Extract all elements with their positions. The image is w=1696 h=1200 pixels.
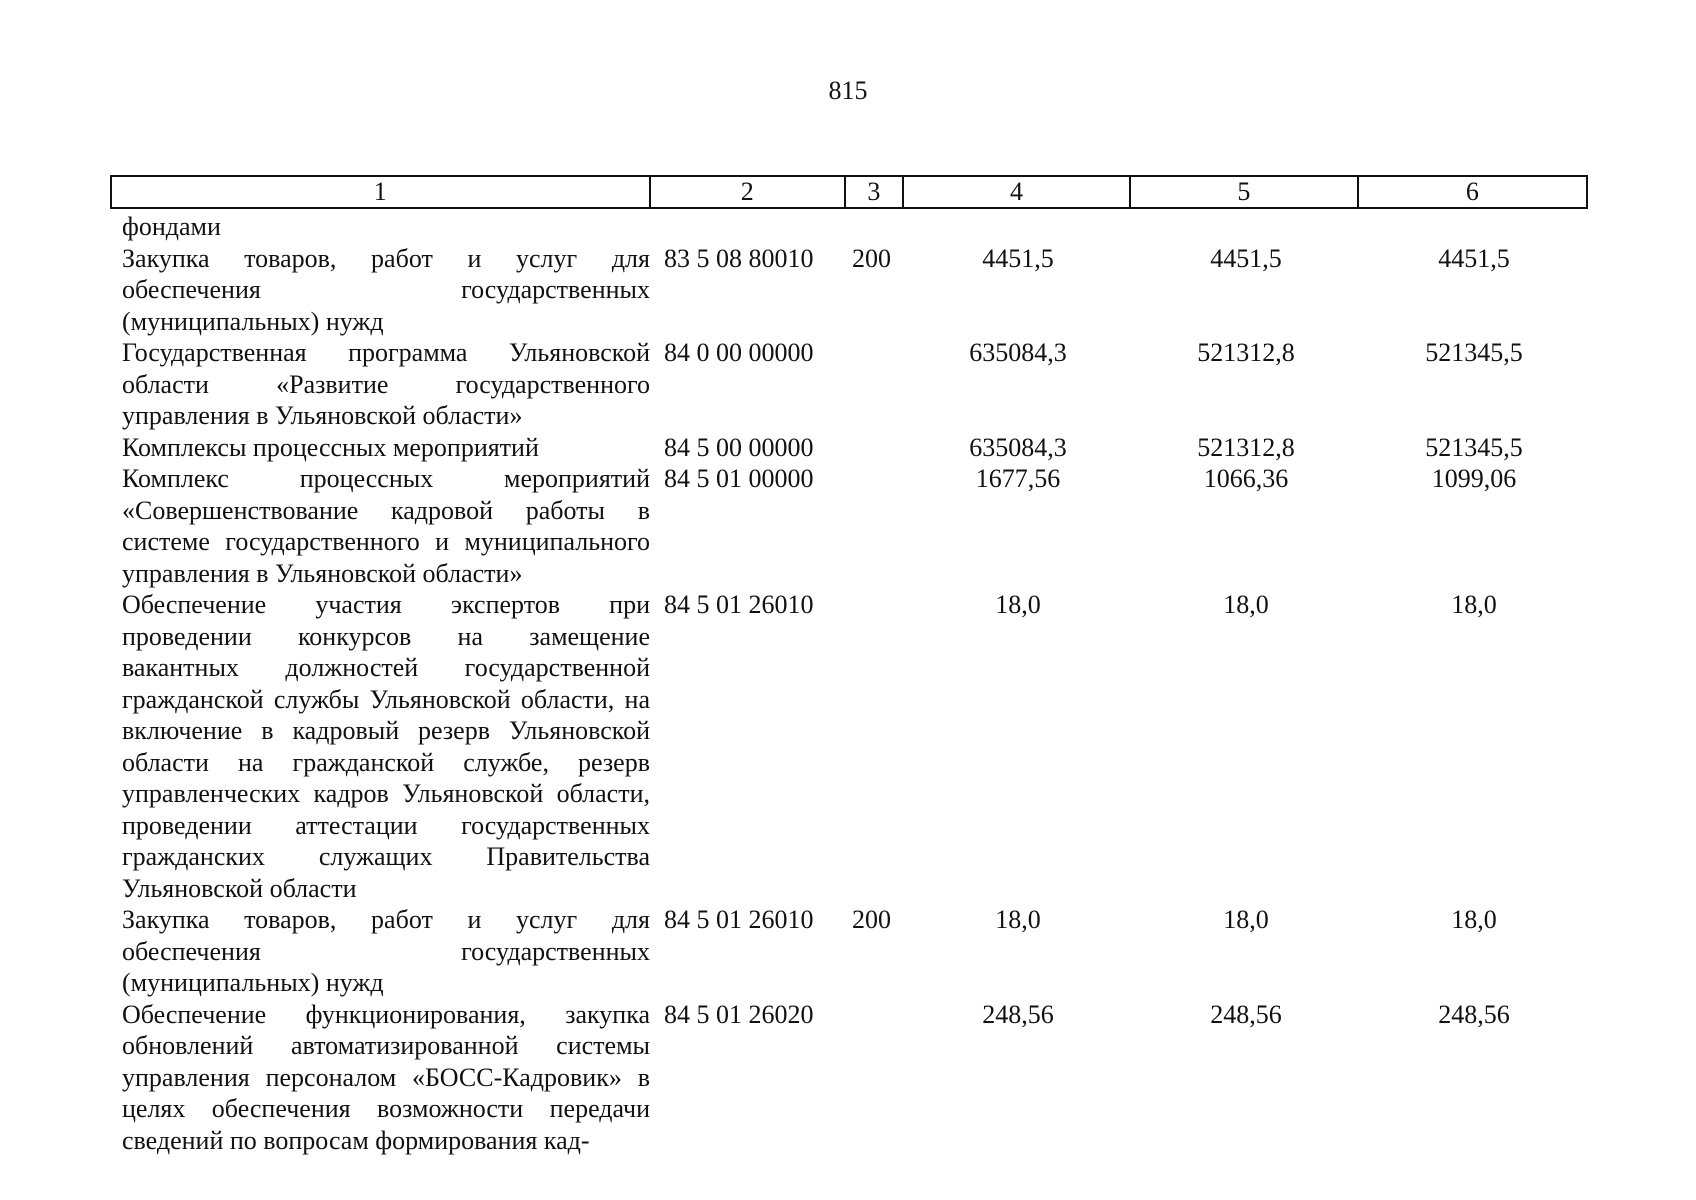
table-row: [110, 999, 1588, 1157]
row-type: [846, 211, 904, 243]
table-row: [110, 211, 1588, 243]
row-name: Комплекс процессных мероприятий «Совершенствование кадровой работы в системе государственного и муниципального управления в Ульяновской области»: [122, 464, 650, 588]
row-value-3: 521345,5: [1425, 338, 1523, 367]
row-value-3: 18,0: [1451, 590, 1497, 619]
table-row: [110, 337, 1588, 432]
row-value-3: 521345,5: [1425, 432, 1523, 462]
row-code: 84 5 00 00000: [664, 432, 814, 462]
row-type: [846, 463, 904, 589]
row-name: Закупка товаров, работ и услуг для обеспечения государственных (муниципальных) нужд: [122, 243, 650, 336]
row-name: фондами: [122, 212, 221, 241]
row-value-1: 18,0: [995, 905, 1041, 934]
header-col-1: 1: [112, 177, 651, 207]
row-value-2: 521312,8: [1197, 432, 1295, 462]
row-type: [846, 432, 904, 464]
header-col-6: 6: [1465, 177, 1479, 206]
row-code: 84 5 01 26020: [664, 999, 814, 1029]
row-value-2: 248,56: [1210, 999, 1282, 1029]
row-value-3: 248,56: [1438, 999, 1510, 1029]
row-type: [846, 589, 904, 904]
row-value-3: 18,0: [1451, 905, 1497, 934]
header-col-2: 2: [651, 177, 846, 207]
row-value-1: [904, 211, 1132, 243]
row-value-3: 4451,5: [1438, 243, 1510, 273]
row-value-1: 4451,5: [982, 243, 1054, 273]
table-row: [110, 904, 1588, 999]
table-header: [110, 175, 1588, 209]
row-code: 84 0 00 00000: [664, 338, 814, 367]
header-col-3: 3: [846, 177, 904, 207]
row-value-2: 18,0: [1223, 590, 1269, 619]
row-name: Обеспечение участия экспертов при проведении конкурсов на замещение вакантных должностей государственной гражданской службы Ульяновской области, на включение в кадровый резерв Ульяновской области на гражданской службе, резерв управленческих кадров Ульяновской области, проведении аттестации государственных гражданских служащих Правительства Ульяновской области: [122, 590, 650, 903]
row-code: 84 5 01 00000: [664, 464, 814, 493]
table-row: [110, 243, 1588, 338]
row-value-1: 248,56: [982, 999, 1054, 1029]
row-code: 84 5 01 26010: [664, 590, 814, 619]
row-value-1: 635084,3: [969, 432, 1067, 462]
row-value-2: 521312,8: [1197, 338, 1295, 367]
table-row: [110, 589, 1588, 904]
row-type: [846, 337, 904, 432]
row-name: Обеспечение функционирования, закупка обновлений автоматизированной системы управления персоналом «БОСС-Кадровик» в целях обеспечения возможности передачи сведений по вопросам формирования кад-: [122, 999, 650, 1155]
row-value-2: [1132, 211, 1360, 243]
row-value-2: 4451,5: [1210, 243, 1282, 273]
row-name: Государственная программа Ульяновской области «Развитие государственного управления в Ульяновской области»: [122, 338, 650, 430]
row-type: [846, 999, 904, 1157]
row-name: Закупка товаров, работ и услуг для обеспечения государственных (муниципальных) нужд: [122, 905, 650, 997]
header-col-5: 5: [1131, 177, 1358, 207]
row-name: Комплексы процессных мероприятий: [122, 432, 539, 462]
row-value-3: 1099,06: [1431, 464, 1517, 493]
row-code: [650, 211, 846, 243]
table-row: [110, 432, 1588, 464]
page-number: 815: [828, 76, 868, 105]
row-value-1: 1677,56: [975, 464, 1061, 493]
header-col-4: 4: [904, 177, 1131, 207]
row-type: 200: [852, 905, 891, 934]
table-row: [110, 463, 1588, 589]
table-body: [110, 211, 1588, 1156]
row-code: 83 5 08 80010: [664, 243, 814, 273]
row-code: 84 5 01 26010: [664, 905, 814, 934]
row-value-1: 635084,3: [969, 338, 1067, 367]
row-value-3: [1360, 211, 1588, 243]
row-value-2: 1066,36: [1203, 464, 1289, 493]
row-value-2: 18,0: [1223, 905, 1269, 934]
row-value-1: 18,0: [995, 590, 1041, 619]
row-type: 200: [852, 243, 891, 273]
